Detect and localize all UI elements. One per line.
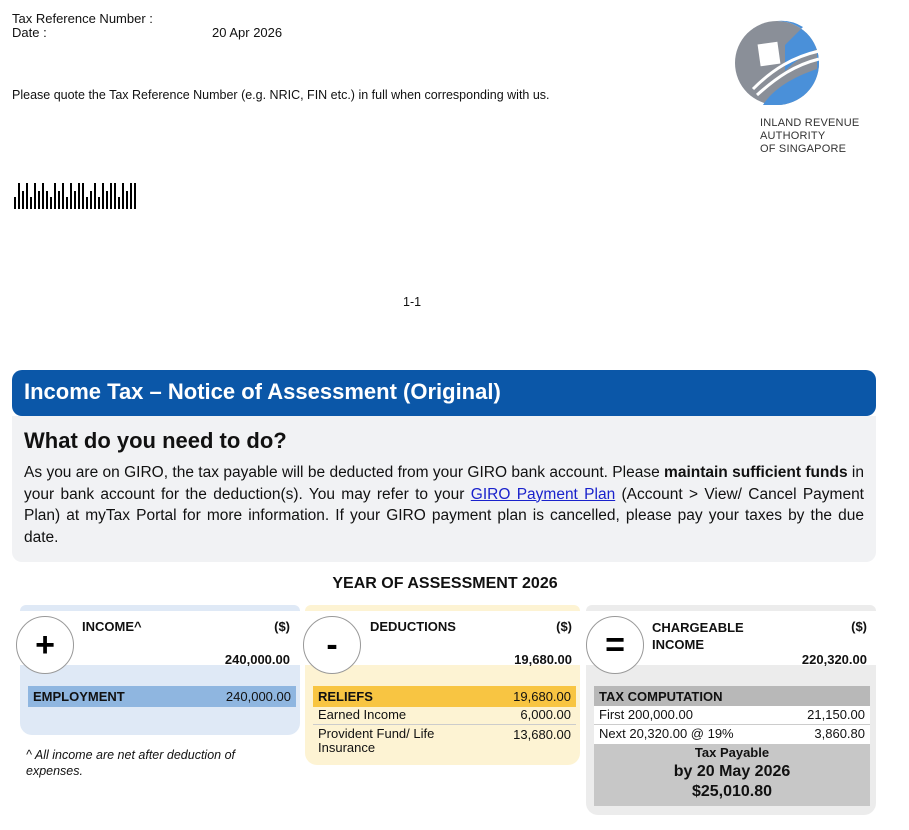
equals-icon: = bbox=[586, 616, 644, 674]
plus-icon: + bbox=[16, 616, 74, 674]
tax-computation-row bbox=[594, 686, 870, 707]
tax-computation-item-label: Next 20,320.00 @ 19% bbox=[599, 726, 734, 741]
todo-heading: What do you need to do? bbox=[24, 428, 287, 453]
todo-text-3: (Account > View/ Cancel Payment Plan) at myTax Portal for more information. If your GIRO payment plan is cancelled, please pay your taxes by the due date. bbox=[24, 485, 864, 546]
minus-icon: - bbox=[303, 616, 361, 674]
date-label: Date : bbox=[12, 25, 47, 40]
tax-computation-item-value: 3,860.80 bbox=[814, 726, 865, 741]
tax-computation-item bbox=[594, 725, 870, 744]
logo-line-3: OF SINGAPORE bbox=[760, 143, 847, 155]
income-employment-row bbox=[28, 686, 296, 707]
reliefs-item-row bbox=[313, 706, 576, 725]
income-total: 240,000.00 bbox=[224, 652, 290, 667]
deductions-total: 19,680.00 bbox=[514, 652, 572, 667]
tax-payable-label: Tax Payable bbox=[694, 745, 770, 760]
postal-barcode bbox=[14, 181, 136, 209]
deductions-currency: ($) bbox=[556, 619, 572, 634]
todo-text-2: in your bank account for the deduction(s). You may refer to your bbox=[24, 464, 864, 503]
iras-logo bbox=[733, 19, 823, 107]
todo-body bbox=[24, 462, 864, 548]
todo-text-1: As you are on GIRO, the tax payable will be deducted from your GIRO bank account. Please bbox=[24, 464, 665, 481]
reliefs-row bbox=[313, 686, 576, 707]
date-value: 20 Apr 2026 bbox=[212, 25, 283, 40]
chargeable-total: 220,320.00 bbox=[801, 652, 867, 667]
reliefs-item-row bbox=[313, 726, 576, 756]
tax-computation-label: TAX COMPUTATION bbox=[599, 689, 723, 704]
income-top-strip bbox=[20, 605, 300, 611]
todo-text-bold: maintain sufficient funds bbox=[664, 464, 848, 481]
quote-notice: Please quote the Tax Reference Number (e.g. NRIC, FIN etc.) in full when corresponding with us. bbox=[12, 88, 550, 102]
tax-computation-item bbox=[594, 706, 870, 725]
income-currency: ($) bbox=[274, 619, 290, 634]
logo-line-2: AUTHORITY bbox=[760, 130, 826, 142]
tax-reference-label: Tax Reference Number : bbox=[12, 11, 153, 26]
income-heading: INCOME^ bbox=[82, 619, 142, 634]
tax-payable-amount: $25,010.80 bbox=[691, 783, 773, 800]
chargeable-currency: ($) bbox=[851, 619, 867, 634]
tax-computation-item-value: 21,150.00 bbox=[807, 707, 865, 722]
tax-payable-due: by 20 May 2026 bbox=[673, 763, 791, 780]
notice-title-bar bbox=[12, 370, 876, 416]
page-number: 1-1 bbox=[403, 295, 422, 309]
employment-label: EMPLOYMENT bbox=[33, 689, 125, 704]
reliefs-item-label: Earned Income bbox=[318, 707, 407, 722]
chargeable-heading: CHARGEABLE INCOME bbox=[652, 620, 744, 652]
reliefs-label: RELIEFS bbox=[318, 689, 373, 704]
giro-payment-plan-link[interactable]: GIRO Payment Plan bbox=[470, 485, 616, 503]
tax-payable-box bbox=[594, 744, 870, 806]
employment-value: 240,000.00 bbox=[225, 689, 291, 704]
notice-title: Income Tax – Notice of Assessment (Original) bbox=[24, 379, 501, 404]
deductions-top-strip bbox=[305, 605, 580, 611]
logo-line-1: INLAND REVENUE bbox=[760, 117, 860, 129]
chargeable-top-strip bbox=[586, 605, 876, 611]
year-of-assessment-title: YEAR OF ASSESSMENT 2026 bbox=[332, 575, 558, 592]
iras-logo-mark bbox=[733, 19, 823, 107]
reliefs-item-value: 6,000.00 bbox=[520, 707, 571, 722]
reliefs-value: 19,680.00 bbox=[513, 689, 571, 704]
tax-computation-item-label: First 200,000.00 bbox=[599, 707, 693, 722]
reliefs-item-value: 13,680.00 bbox=[513, 727, 571, 742]
todo-section bbox=[12, 416, 876, 562]
deductions-heading: DEDUCTIONS bbox=[370, 619, 456, 634]
income-footnote: ^ All income are net after deduction of expenses. bbox=[26, 748, 235, 778]
reliefs-item-label: Provident Fund/ Life Insurance bbox=[318, 726, 435, 755]
